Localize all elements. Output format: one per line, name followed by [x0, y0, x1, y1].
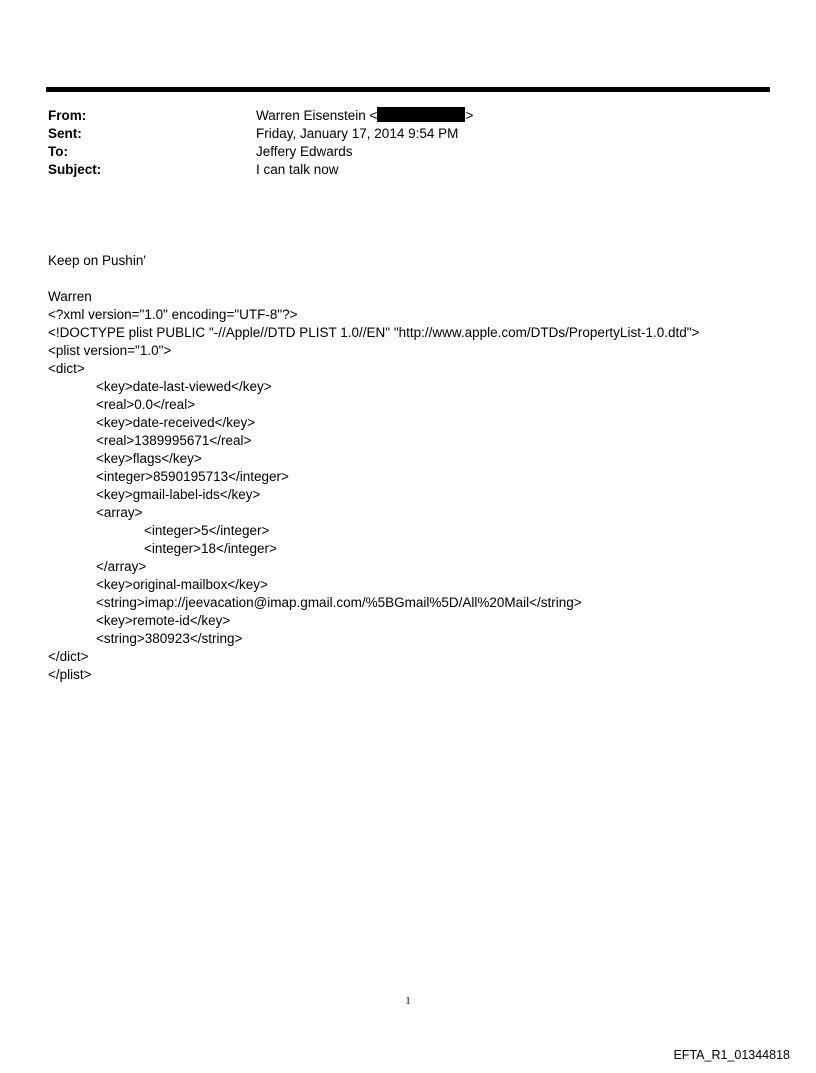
- xml-line: <key>flags</key>: [96, 451, 202, 466]
- redaction-box: [377, 107, 465, 122]
- signature: Warren: [48, 289, 92, 304]
- spacer: [48, 270, 699, 288]
- sent-label: Sent:: [48, 126, 82, 141]
- xml-line: </plist>: [48, 667, 92, 682]
- xml-line: </array>: [96, 559, 147, 574]
- xml-line: <dict>: [48, 361, 85, 376]
- xml-line: <string>380923</string>: [96, 631, 243, 646]
- xml-line: <integer>5</integer>: [144, 523, 270, 538]
- xml-line: <array>: [96, 505, 143, 520]
- sent-value: Friday, January 17, 2014 9:54 PM: [256, 126, 459, 141]
- to-label: To:: [48, 144, 68, 159]
- xml-line: <?xml version="1.0" encoding="UTF-8"?>: [48, 307, 298, 322]
- subject-value: I can talk now: [256, 162, 339, 177]
- xml-line: <string>imap://jeevacation@imap.gmail.com/%5BGmail%5D/All%20Mail</string>: [96, 595, 582, 610]
- xml-line: </dict>: [48, 649, 89, 664]
- xml-line: <key>remote-id</key>: [96, 613, 231, 628]
- xml-line: <integer>18</integer>: [144, 541, 277, 556]
- xml-line: <key>gmail-label-ids</key>: [96, 487, 261, 502]
- xml-line: <real>0.0</real>: [96, 397, 196, 412]
- from-name: Warren Eisenstein <: [256, 108, 378, 123]
- xml-line: <plist version="1.0">: [48, 343, 172, 358]
- subject-label: Subject:: [48, 162, 102, 177]
- email-body: [48, 252, 699, 684]
- to-value: Jeffery Edwards: [256, 144, 353, 159]
- page-number: 1: [405, 995, 411, 1007]
- xml-line: <key>date-received</key>: [96, 415, 256, 430]
- xml-line: <!DOCTYPE plist PUBLIC "-//Apple//DTD PLIST 1.0//EN" "http://www.apple.com/DTDs/PropertyList-1.0.dtd">: [48, 325, 700, 340]
- document-id: EFTA_R1_01344818: [673, 1048, 790, 1062]
- from-value: [256, 107, 473, 125]
- header-divider: [46, 87, 770, 92]
- xml-line: <key>date-last-viewed</key>: [96, 379, 272, 394]
- from-close: >: [465, 108, 474, 123]
- xml-line: <real>1389995671</real>: [96, 433, 252, 448]
- xml-line: <integer>8590195713</integer>: [96, 469, 289, 484]
- from-label: From:: [48, 108, 87, 123]
- greeting: Keep on Pushin': [48, 253, 146, 268]
- xml-line: <key>original-mailbox</key>: [96, 577, 268, 592]
